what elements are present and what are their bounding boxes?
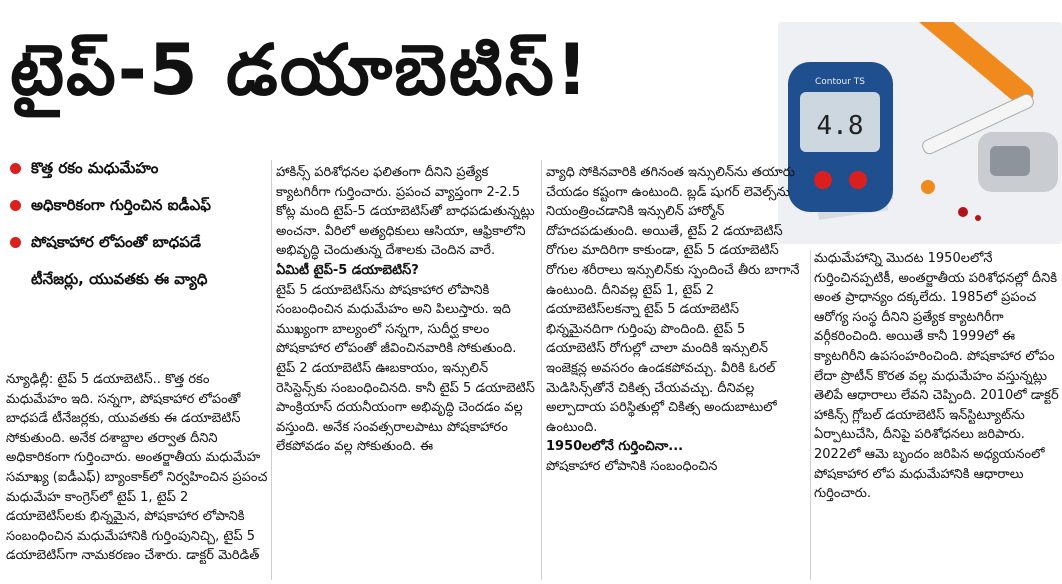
article-column-1	[6, 370, 268, 584]
lancing-device-icon	[978, 132, 1058, 192]
article-paragraph: పోషకాహార లోపానికి సంబంధించిన	[546, 458, 718, 474]
bullet-item-continued	[6, 261, 268, 298]
section-subhead: ఏమిటీ టైప్-5 డయాబెటిస్?	[276, 262, 419, 278]
article-paragraph: మధుమేహాన్ని మొదట 1950లలోనే గుర్తించినప్పటికీ, అంతర్జాతీయ పరిశోధనల్లో దీనికి అంత ప్రాధాన్యం దక్కలేదు. 1985లో ప్రపంచ ఆరోగ్య సంస్థ దీనిని ప్రత్యేక క్యాటగిరీగా వర్గీకరించింది. అయితే కానీ 1999లో ఈ క్యాటగిరీని ఉపసంహరించింది. పోషకాహార లోపం లేదా ప్రొటీన్ కొరత వల్ల మధుమేహం వస్తున్నట్లు తెలిపే ఆధారాలు లేవని చెప్పింది. 2010లో డాక్టర్ హాకిన్స్ గ్లోబల్ డయాబెటిస్ ఇన్‌స్టిట్యూట్‌ను ఏర్పాటుచేసి, దీనిపై పరిశోధనలు జరిపారు. 2022లో ఆమె బృందం జరిపిన అధ్యయనంలో పోషకాహార లోప మధుమేహానికి ఆధారాలు గుర్తించారు.	[814, 251, 1059, 502]
blood-drop-icon	[958, 207, 968, 217]
bullet-text: అధికారికంగా గుర్తించిన ఐడీఎఫ్	[31, 196, 211, 214]
bullet-text: పోషకాహార లోపంతో బాధపడే	[31, 233, 201, 251]
article-paragraph: వ్యాధి సోకినవారికి తగినంత ఇన్సులిన్‌ను తయారు చేయడం కష్టంగా ఉంటుంది. బ్లడ్ షుగర్ లెవెల్స్‌ను నియంత్రించడానికి ఇన్సులిన్ హార్మోన్ దోహదపడుతుంది. అయితే, టైప్ 2 డయాబెటిస్ రోగుల మాదిరిగా కాకుండా, టైప్ 5 డయాబెటిస్ రోగుల శరీరాలు ఇన్సులిన్‌కు స్పందించే తీరు బాగానే ఉంటుంది. దీనివల్ల టైప్ 1, టైప్ 2 డయాబెటిస్‌లకన్నా టైప్ 5 డయాబెటిస్ భిన్నమైనదిగా గుర్తింపు పొందింది. టైప్ 5 డయాబెటిస్ రోగుల్లో చాలా మందికి ఇన్సులిన్ ఇంజెక్షన్ల అవసరం ఉండకపోవచ్చు. వీరికి ఓరల్ మెడిసిన్స్‌తోనే చికిత్స చేయవచ్చు. దీనివల్ల అల్పాదాయ పరిస్థితుల్లో చికిత్స అందుబాటులో ఉంటుంది.	[546, 165, 800, 435]
article-column-4	[814, 249, 1060, 584]
glucose-meter-illustration	[778, 22, 1062, 244]
article-paragraph: న్యూఢిల్లీ: టైప్ 5 డయాబెటిస్.. కొత్త రకం మధుమేహం ఇది. సన్నగా, పోషకాహార లోపంతో బాధపడే టీనేజర్లకు, యువతకు ఈ డయాబెటిస్ సోకుతుంది. అనేక దశాబ్దాల తర్వాత దీనిని అధికారికంగా గుర్తించారు. అంతర్జాతీయ మధుమేహ సమాఖ్య (ఐడీఎఫ్) బ్యాంకాక్‌లో నిర్వహించిన ప్రపంచ మధుమేహ కాంగ్రెస్‌లో టైప్ 1, టైప్ 2 డయాబెటిస్‌లకు భిన్నమైన, పోషకాహార లోపానికి సంబంధించిన మధుమేహానికి గుర్తింపునిచ్చి, టైప్ 5 డయాబెటిస్‌గా నామకరణం చేశారు. డాక్టర్ మెరిడిత్	[6, 372, 268, 564]
bullet-dot-icon	[10, 237, 21, 248]
meter-brand: Contour TS	[814, 77, 866, 87]
column-divider	[541, 160, 542, 580]
bullet-text: కొత్త రకం మధుమేహం	[31, 159, 159, 177]
column-divider	[810, 250, 811, 580]
blood-drop-icon	[975, 215, 981, 221]
headline: టైప్-5 డయాబెటిస్!	[10, 29, 590, 111]
bullet-item	[6, 150, 268, 187]
bullet-text: టీనేజర్లు, యువతకు ఈ వ్యాధి	[31, 270, 208, 288]
article-paragraph: టైప్ 5 డయాబెటిస్‌ను పోషకాహార లోపానికి సంబంధించిన మధుమేహం అని పిలుస్తారు. ఇది ముఖ్యంగా బాల్యంలో సన్నగా, సుదీర్ఘ కాలం పోషకాహార లోపంతో జీవించినవారికి సోకుతుంది. టైప్ 2 డయాబెటిస్ ఊబకాయం, ఇన్సులిన్ రెసిస్టెన్స్‌కు సంబంధించినది. కానీ టైప్ 5 డయాబెటిస్ పాంక్రియాస్ దయనీయంగా అభివృద్ధి చెందడం వల్ల వస్తుంది. అనేక సంవత్సరాలపాటు పోషకాహారం లేకపోవడం వల్ల సోకుతుంది. ఈ	[276, 282, 535, 455]
bullet-dot-icon	[10, 200, 21, 211]
diabetes-equipment-photo	[778, 22, 1062, 244]
bullet-item	[6, 224, 268, 261]
bullet-item	[6, 187, 268, 224]
article-paragraph: హాకిన్స్ పరిశోధనల ఫలితంగా దీనిని ప్రత్యేక క్యాటగిరీగా గుర్తించారు. ప్రపంచ వ్యాప్తంగా 2-2.5 కోట్ల మంది టైప్-5 డయాబెటిస్‌తో బాధపడుతున్నట్లు అంచనా. వీరిలో అత్యధికులు ఆసియా, ఆఫ్రికాలోని అభివృద్ధి చెందుతున్న దేశాలకు చెందిన వారే.	[276, 165, 535, 259]
article-column-2	[276, 163, 538, 584]
highlight-bullets	[6, 150, 268, 298]
column-divider	[271, 160, 272, 580]
bullet-dot-icon	[10, 163, 21, 174]
meter-reading: 4.8	[816, 111, 864, 141]
top-strip	[0, 0, 1062, 6]
article-column-3	[546, 163, 808, 584]
section-subhead: 1950లలోనే గుర్తించినా...	[546, 439, 684, 455]
